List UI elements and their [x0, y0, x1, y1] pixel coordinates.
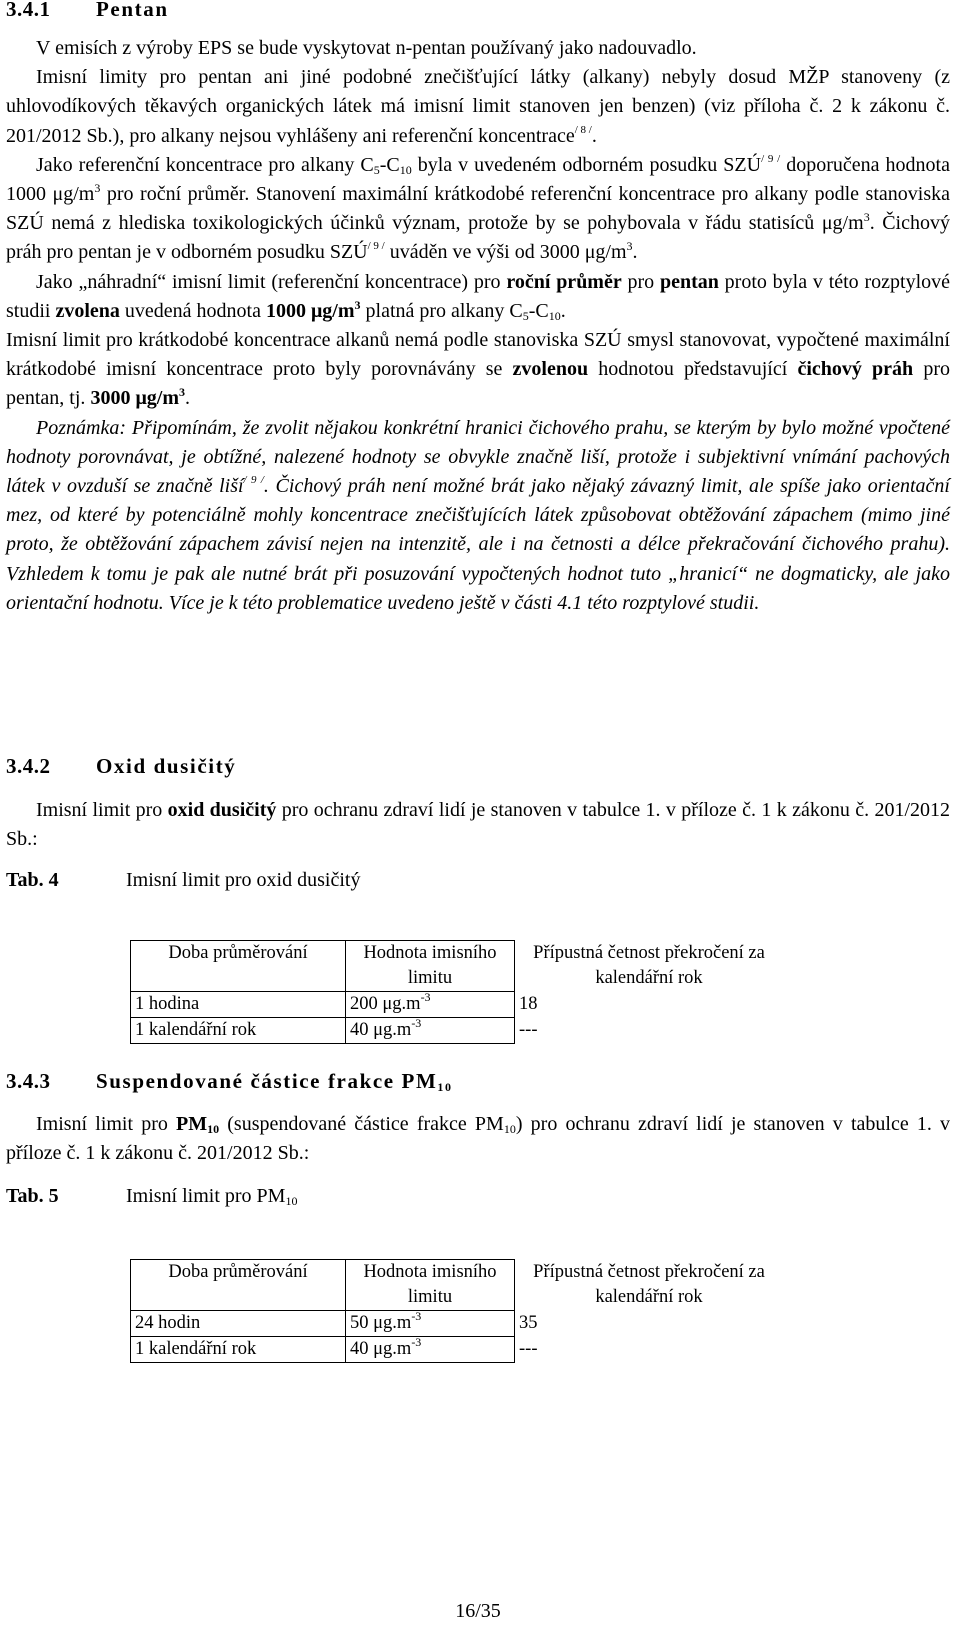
- paragraph: Imisní limit pro oxid dusičitý pro ochranu zdraví lidí je stanoven v tabulce 1. v příloze č. 1 k zákonu č. 201/2012 Sb.:: [6, 799, 951, 851]
- table-header-cell: Doba průměrování: [131, 1260, 346, 1311]
- section-heading-pentan: [6, 0, 169, 22]
- pentan-text-block: [6, 34, 950, 618]
- section-title: Oxid dusičitý: [96, 754, 237, 778]
- note-paragraph: Poznámka: Připomínám, že zvolit nějakou konkrétní hranici čichového prahu, se kterým by bylo možné vpočtené hodnoty porovnávat, je obtížné, nalezené hodnoty se obvykle značně liší, protože i subjektivní vnímání pachových látek v ovzduší se značně liší$^{/ 9 /}$. Čichový práh není možné brát jako nějaký závazný limit, ale spíše jako orientační mez, od které by potenciálně mohly koncentrace znečišťujících látek způsobovat obtěžování zápachem (mimo jiné proto, že obtěžování zápachem závisí nejen na intenzitě, ale i na četnosti a délce překračování čichového prahu). Vzhledem k tomu je pak ale nutné brát při posuzování vypočtených hodnot tuto „hranicí“ ne dogmaticky, ale jako orientační hodnotu. Více je k této problematice uvedeno ještě v části 4.1 této rozptylové studii.: [6, 416, 950, 614]
- document-page: [6, 0, 950, 1632]
- section-number: 3.4.2: [6, 754, 51, 778]
- pm10-limit-table: [130, 1259, 784, 1363]
- table-row: 1 hodina 200 $\mu g.m^{-3}$ 18: [131, 992, 784, 1018]
- table-caption: Tab. 5 Imisní limit pro $PM_{10}$: [6, 1185, 298, 1208]
- table-header-cell: Doba průměrování: [131, 941, 346, 992]
- table-title: Imisní limit pro oxid dusičitý: [126, 869, 361, 891]
- section-heading-pm10: 3.4.3 Suspendované částice frakce $PM_{10}$: [6, 1069, 453, 1094]
- table-header-row: [131, 1260, 784, 1311]
- table-label: Tab. 4: [6, 869, 59, 891]
- reference-mark: / 8 /: [574, 123, 592, 136]
- paragraph: Imisní limit pro krátkodobé koncentrace alkanů nemá podle stanoviska SZÚ smysl stanovovat, vypočtené maximální krátkodobé imisní koncentrace proto byly porovnávány se zvolenou hodnotou představující čichový práh pro pentan, tj. 3000 $\mu g/m^3$.: [6, 329, 950, 410]
- reference-mark: / 9 /: [243, 474, 264, 487]
- table-header-row: [131, 941, 784, 992]
- pm10-text-block: [6, 1110, 950, 1168]
- table-header-cell: Přípustná četnost překročení za kalendářní rok: [533, 1261, 765, 1307]
- section-number: 3.4.3: [6, 1069, 51, 1093]
- section-title: Pentan: [96, 0, 169, 21]
- table-caption: [6, 869, 360, 892]
- paragraph: Imisní limit pro $PM_{10}$ (suspendované částice frakce $PM_{10}$) pro ochranu zdraví lidí je stanoven v tabulce 1. v příloze č. 1 k zákonu č. 201/2012 Sb.:: [6, 1113, 950, 1165]
- paragraph: Jako „náhradní“ imisní limit (referenční koncentrace) pro roční průměr pro pentan proto byla v této rozptylové studii zvolena uvedená hodnota 1000 $\mu g/m^3$ platná pro alkany $C_5-C_{10}$.: [6, 270, 951, 323]
- table-row: 1 kalendářní rok 40 $\mu g.m^{-3}$ ---: [131, 1337, 784, 1363]
- no2-text-block: [6, 796, 950, 854]
- paragraph: Imisní limity pro pentan ani jiné podobné znečišťující látky (alkany) nebyly dosud MŽP stanoveny (z uhlovodíkových těkavých organických látek má imisní limit stanoven jen benzen) (viz příloha č. 2 k zákonu č. 201/2012 Sb.), pro alkany nejsou vyhlášeny ani referenční koncentrace$^{/ 8 /}$.: [6, 66, 950, 147]
- table-header-cell: Hodnota imisního limitu: [346, 941, 515, 992]
- section-number: 3.4.1: [6, 0, 51, 21]
- section-heading-no2: [6, 754, 236, 779]
- section-title: Suspendované částice frakce PM: [96, 1069, 438, 1093]
- table-header-cell: Přípustná četnost překročení za kalendářní rok: [533, 942, 765, 988]
- reference-mark: / 9 /: [367, 240, 385, 253]
- table-title: Imisní limit pro PM: [126, 1185, 286, 1207]
- no2-limit-table: [130, 940, 784, 1044]
- paragraph: V emisích z výroby EPS se bude vyskytovat n-pentan používaný jako nadouvadlo.: [36, 37, 697, 59]
- table-label: Tab. 5: [6, 1185, 59, 1207]
- paragraph: Jako referenční koncentrace pro alkany $C_5-C_{10}$ byla v uvedeném odborném posudku SZÚ$^{/ 9 /}$ doporučena hodnota 1000 $\mu g/m^3$ pro roční průměr. Stanovení maximální krátkodobé referenční koncentrace pro alkany podle stanoviska SZÚ nemá z hlediska toxikologických účinků význam, protože by se pohybovala v řádu statisíců $\mu g/m^3$. Čichový práh pro pentan je v odborném posudku SZÚ$^{/ 9 /}$ uváděn ve výši od 3000 $\mu g/m^3$.: [6, 152, 950, 264]
- table-row: 1 kalendářní rok 40 $\mu g.m^{-3}$ ---: [131, 1018, 784, 1044]
- table-header-cell: Hodnota imisního limitu: [346, 1260, 515, 1311]
- table-row: 24 hodin 50 $\mu g.m^{-3}$ 35: [131, 1311, 784, 1337]
- page-number: 16/35: [455, 1600, 501, 1622]
- reference-mark: / 9 /: [761, 152, 781, 165]
